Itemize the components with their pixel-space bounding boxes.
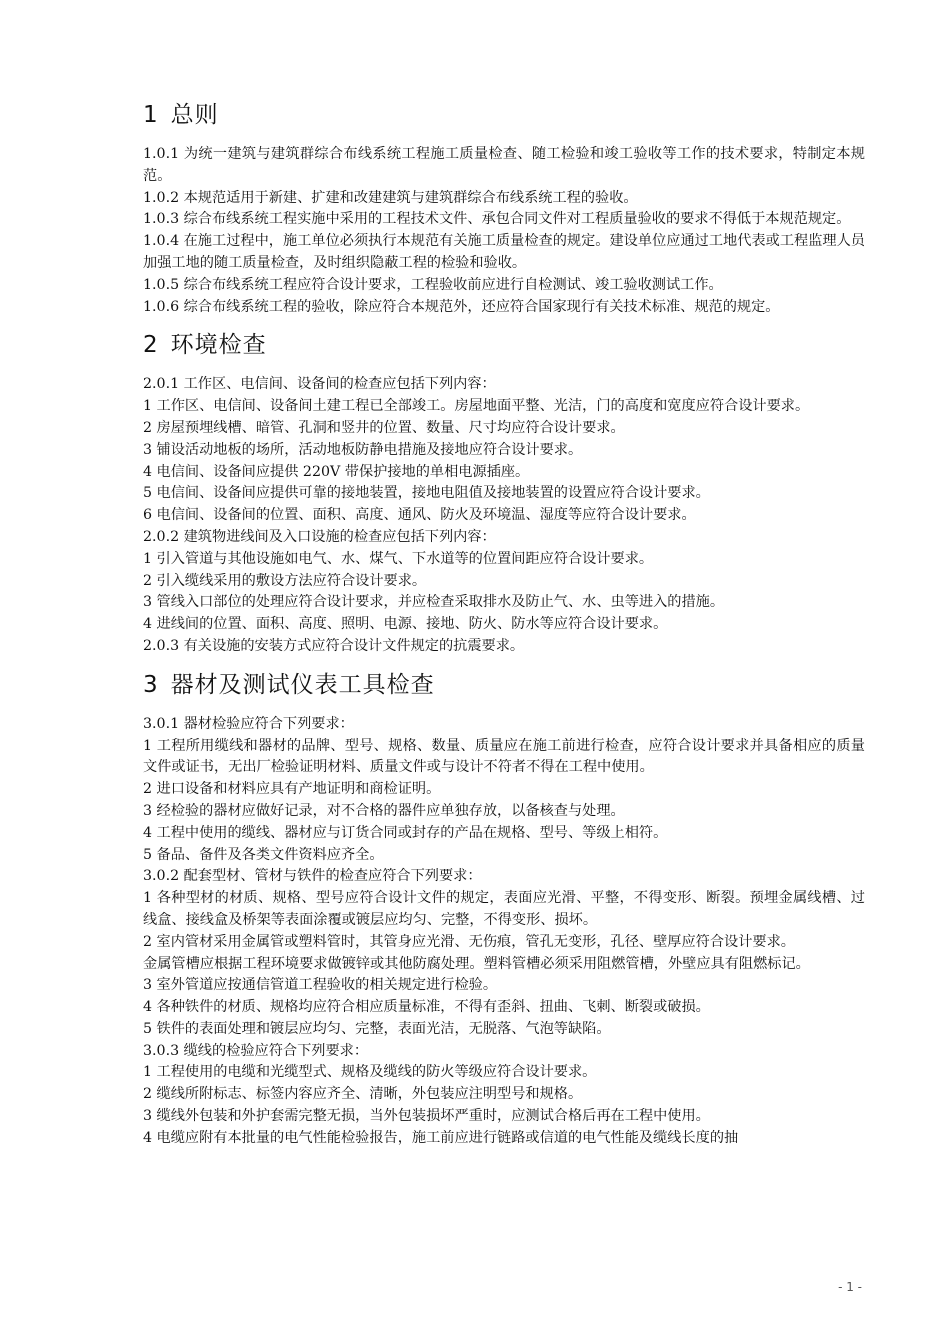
section-number: 2 bbox=[143, 332, 159, 359]
paragraph: 2 进口设备和材料应具有产地证明和商检证明。 bbox=[143, 781, 441, 798]
paragraph: 3 缆线外包装和外护套需完整无损，当外包装损坏严重时，应测试合格后再在工程中使用。 bbox=[143, 1108, 710, 1125]
section-paragraphs bbox=[143, 374, 865, 657]
paragraph: 2 室内管材采用金属管或塑料管时，其管身应光滑、无伤痕，管孔无变形，孔径、壁厚应符合设计要求。 bbox=[143, 933, 795, 950]
paragraph: 1.0.2 本规范适用于新建、扩建和改建建筑与建筑群综合布线系统工程的验收。 bbox=[143, 189, 638, 206]
paragraph: 3.0.3 缆线的检验应符合下列要求： bbox=[143, 1042, 369, 1059]
paragraph: 3.0.1 器材检验应符合下列要求： bbox=[143, 715, 354, 732]
paragraph: 1.0.6 综合布线系统工程的验收，除应符合本规范外，还应符合国家现行有关技术标准、规范的规定。 bbox=[143, 298, 780, 315]
section-3 bbox=[143, 670, 865, 1150]
paragraph: 3 室外管道应按通信管道工程验收的相关规定进行检验。 bbox=[143, 977, 498, 994]
section-paragraphs bbox=[143, 144, 865, 318]
paragraph: 6 电信间、设备间的位置、面积、高度、通风、防火及环境温、湿度等应符合设计要求。 bbox=[143, 507, 696, 524]
paragraph: 4 工程中使用的缆线、器材应与订货合同或封存的产品在规格、型号、等级上相符。 bbox=[143, 824, 668, 841]
section-title: 总则 bbox=[170, 102, 219, 128]
paragraph: 4 电信间、设备间应提供 220V 带保护接地的单相电源插座。 bbox=[143, 463, 530, 480]
paragraph: 3.0.2 配套型材、管材与铁件的检查应符合下列要求： bbox=[143, 868, 482, 885]
paragraph: 5 铁件的表面处理和镀层应均匀、完整，表面光洁，无脱落、气泡等缺陷。 bbox=[143, 1020, 611, 1037]
paragraph: 2 房屋预埋线槽、暗管、孔洞和竖井的位置、数量、尺寸均应符合设计要求。 bbox=[143, 419, 625, 436]
section-paragraphs bbox=[143, 714, 865, 1150]
section-title: 器材及测试仪表工具检查 bbox=[170, 671, 435, 698]
page-number: - 1 - bbox=[838, 1280, 862, 1294]
paragraph: 3 管线入口部位的处理应符合设计要求，并应检查采取排水及防止气、水、虫等进入的措施。 bbox=[143, 594, 725, 611]
section-heading bbox=[143, 670, 865, 700]
section-2 bbox=[143, 330, 865, 657]
paragraph: 1.0.3 综合布线系统工程实施中采用的工程技术文件、承包合同文件对工程质量验收的要求不得低于本规范规定。 bbox=[143, 211, 851, 228]
paragraph: 3 铺设活动地板的场所，活动地板防静电措施及接地应符合设计要求。 bbox=[143, 441, 583, 458]
section-heading bbox=[143, 100, 865, 130]
paragraph: 2.0.1 工作区、电信间、设备间的检查应包括下列内容： bbox=[143, 376, 496, 393]
section-heading bbox=[143, 330, 865, 360]
paragraph: 5 备品、备件及各类文件资料应齐全。 bbox=[143, 846, 384, 863]
section-number: 3 bbox=[143, 671, 159, 698]
paragraph: 2.0.3 有关设施的安装方式应符合设计文件规定的抗震要求。 bbox=[143, 637, 525, 654]
paragraph: 1 各种型材的材质、规格、型号应符合设计文件的规定，表面应光滑、平整，不得变形、断裂。预埋金属线槽、过线盒、接线盒及桥架等表面涂覆或镀层应均匀、完整，不得变形、损坏。 bbox=[143, 890, 865, 928]
paragraph: 1.0.1 为统一建筑与建筑群综合布线系统工程施工质量检查、随工检验和竣工验收等工作的技术要求，特制定本规范。 bbox=[143, 146, 865, 184]
paragraph: 1 引入管道与其他设施如电气、水、煤气、下水道等的位置间距应符合设计要求。 bbox=[143, 550, 654, 567]
section-title: 环境检查 bbox=[170, 332, 267, 359]
paragraph: 2 缆线所附标志、标签内容应齐全、清晰，外包装应注明型号和规格。 bbox=[143, 1086, 583, 1103]
paragraph: 1 工程所用缆线和器材的品牌、型号、规格、数量、质量应在施工前进行检查，应符合设计要求并具备相应的质量文件或证书，无出厂检验证明材料、质量文件或与设计不符者不得在工程中使用。 bbox=[143, 737, 865, 776]
paragraph: 5 电信间、设备间应提供可靠的接地装置，接地电阻值及接地装置的设置应符合设计要求。 bbox=[143, 485, 710, 502]
paragraph: 1 工作区、电信间、设备间土建工程已全部竣工。房屋地面平整、光洁，门的高度和宽度应符合设计要求。 bbox=[143, 398, 810, 415]
paragraph: 金属管槽应根据工程环境要求做镀锌或其他防腐处理。塑料管槽必须采用阻燃管槽，外壁应具有阻燃标记。 bbox=[143, 955, 810, 972]
paragraph: 1.0.5 综合布线系统工程应符合设计要求，工程验收前应进行自检测试、竣工验收测试工作。 bbox=[143, 276, 723, 293]
section-1 bbox=[143, 100, 865, 318]
paragraph: 4 各种铁件的材质、规格均应符合相应质量标准，不得有歪斜、扭曲、飞刺、断裂或破损。 bbox=[143, 999, 710, 1016]
paragraph: 4 电缆应附有本批量的电气性能检验报告，施工前应进行链路或信道的电气性能及缆线长度的抽 bbox=[143, 1129, 739, 1146]
paragraph: 1.0.4 在施工过程中，施工单位必须执行本规范有关施工质量检查的规定。建设单位应通过工地代表或工程监理人员加强工地的随工质量检查，及时组织隐蔽工程的检验和验收。 bbox=[143, 233, 865, 271]
paragraph: 1 工程使用的电缆和光缆型式、规格及缆线的防火等级应符合设计要求。 bbox=[143, 1064, 597, 1081]
document-body bbox=[143, 100, 865, 1162]
paragraph: 2 引入缆线采用的敷设方法应符合设计要求。 bbox=[143, 572, 427, 589]
section-number: 1 bbox=[143, 102, 159, 128]
paragraph: 3 经检验的器材应做好记录，对不合格的器件应单独存放，以备核查与处理。 bbox=[143, 802, 625, 819]
paragraph: 2.0.2 建筑物进线间及入口设施的检查应包括下列内容： bbox=[143, 528, 496, 545]
paragraph: 4 进线间的位置、面积、高度、照明、电源、接地、防火、防水等应符合设计要求。 bbox=[143, 616, 668, 633]
